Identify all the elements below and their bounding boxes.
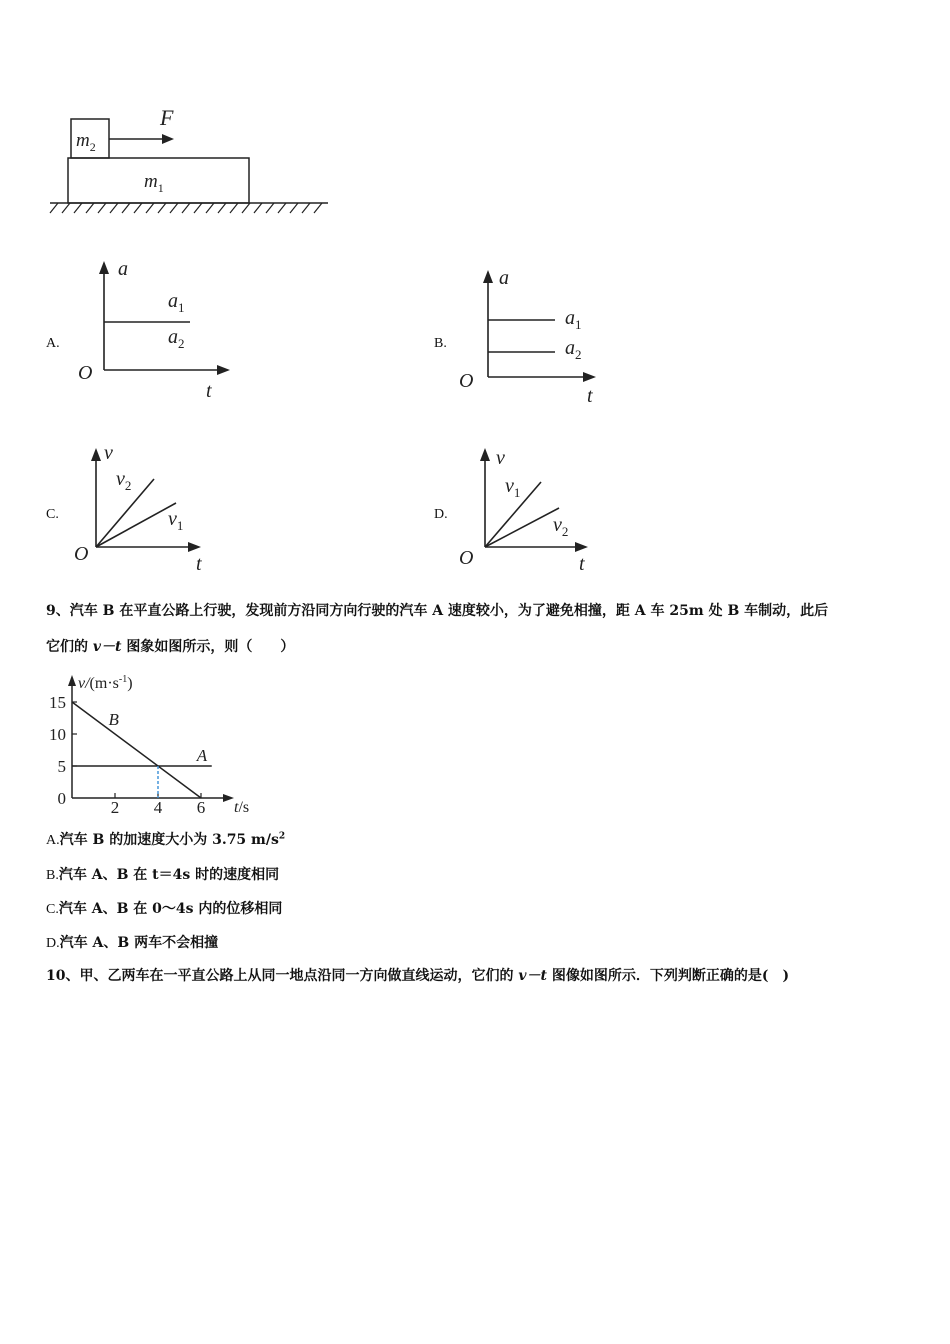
- svg-text:a1: $a_1$: [565, 307, 582, 332]
- svg-text:O: O: [74, 543, 89, 565]
- chart-y-label: $v/(m\cdot s^{-1})$: [78, 674, 133, 692]
- blocks-figure: [40, 95, 340, 220]
- y-axis-arrow: [68, 675, 76, 686]
- q9-answer-c[interactable]: C.汽车 A、B 在 0～4s 内的位移相同: [46, 901, 283, 917]
- option-c-label[interactable]: C.: [46, 507, 59, 522]
- svg-text:t: t: [196, 553, 202, 575]
- svg-text:m1: $m_1$: [144, 171, 164, 195]
- y-tick-label: 5: [57, 757, 66, 776]
- option-c-graph: [68, 440, 218, 580]
- option-b-label[interactable]: B.: [434, 336, 447, 351]
- svg-text:O: O: [459, 370, 474, 392]
- q9-answer-b[interactable]: B.汽车 A、B 在 t＝4s 时的速度相同: [46, 867, 280, 883]
- q9-answer-d[interactable]: D.汽车 A、B 两车不会相撞: [46, 935, 219, 951]
- series-b-line: [72, 702, 201, 798]
- option-b-graph: [455, 262, 615, 412]
- x-tick-label: 6: [196, 798, 206, 817]
- svg-text:v1: $v_1$: [505, 475, 521, 500]
- x-tick-label: 4: [153, 798, 163, 817]
- svg-text:a1: $a_1$: [168, 290, 185, 315]
- chart-x-label: t/s: [234, 799, 250, 816]
- block-small-label: m: [76, 130, 90, 151]
- option-a-label[interactable]: A.: [46, 336, 60, 351]
- force-label: F: [160, 105, 174, 130]
- x-axis-arrow: [223, 794, 234, 802]
- svg-text:a: a: [118, 258, 128, 280]
- x-tick-label: 2: [110, 798, 120, 817]
- svg-text:m2: $m_2$: [76, 130, 96, 154]
- svg-text:t: t: [579, 553, 585, 575]
- svg-text:v1: $v_1$: [168, 508, 184, 533]
- y-tick-label: 0: [57, 789, 66, 808]
- svg-text:a: a: [499, 267, 509, 289]
- vt-chart: [40, 670, 270, 820]
- y-tick-label: 15: [49, 693, 66, 712]
- svg-text:v: v: [496, 447, 505, 469]
- svg-text:a2: $a_2$: [565, 337, 582, 362]
- option-a-graph: [70, 255, 230, 405]
- svg-text:O: O: [78, 362, 93, 384]
- svg-text:a2: $a_2$: [168, 326, 185, 351]
- svg-text:v2: $v_2$: [553, 514, 569, 539]
- question-9-line2: 它们的 v－t 图象如图所示，则（ ）: [46, 639, 295, 655]
- question-9-line1: 9、汽车 B 在平直公路上行驶，发现前方沿同方向行驶的汽车 A 速度较小，为了避免相撞，距 A 车 25m 处 B 车制动，此后: [46, 603, 829, 619]
- series-a-label: A: [196, 745, 208, 765]
- svg-text:t: t: [206, 380, 212, 402]
- question-10: 10、甲、乙两车在一平直公路上从同一地点沿同一方向做直线运动，它们的 v－t 图像如图所示．下列判断正确的是( ): [46, 968, 790, 984]
- svg-text:v2: $v_2$: [116, 468, 132, 493]
- option-d-graph: [455, 440, 605, 580]
- option-d-label[interactable]: D.: [434, 507, 448, 522]
- y-tick-label: 10: [49, 725, 66, 744]
- svg-text:t: t: [587, 385, 593, 407]
- series-b-label: B: [108, 710, 119, 730]
- svg-text:O: O: [459, 547, 474, 569]
- block-large-label: m: [144, 171, 158, 192]
- svg-text:v: v: [104, 442, 113, 464]
- q9-answer-a[interactable]: A.汽车 B 的加速度大小为 3.75 $m/s^2$: [46, 831, 286, 848]
